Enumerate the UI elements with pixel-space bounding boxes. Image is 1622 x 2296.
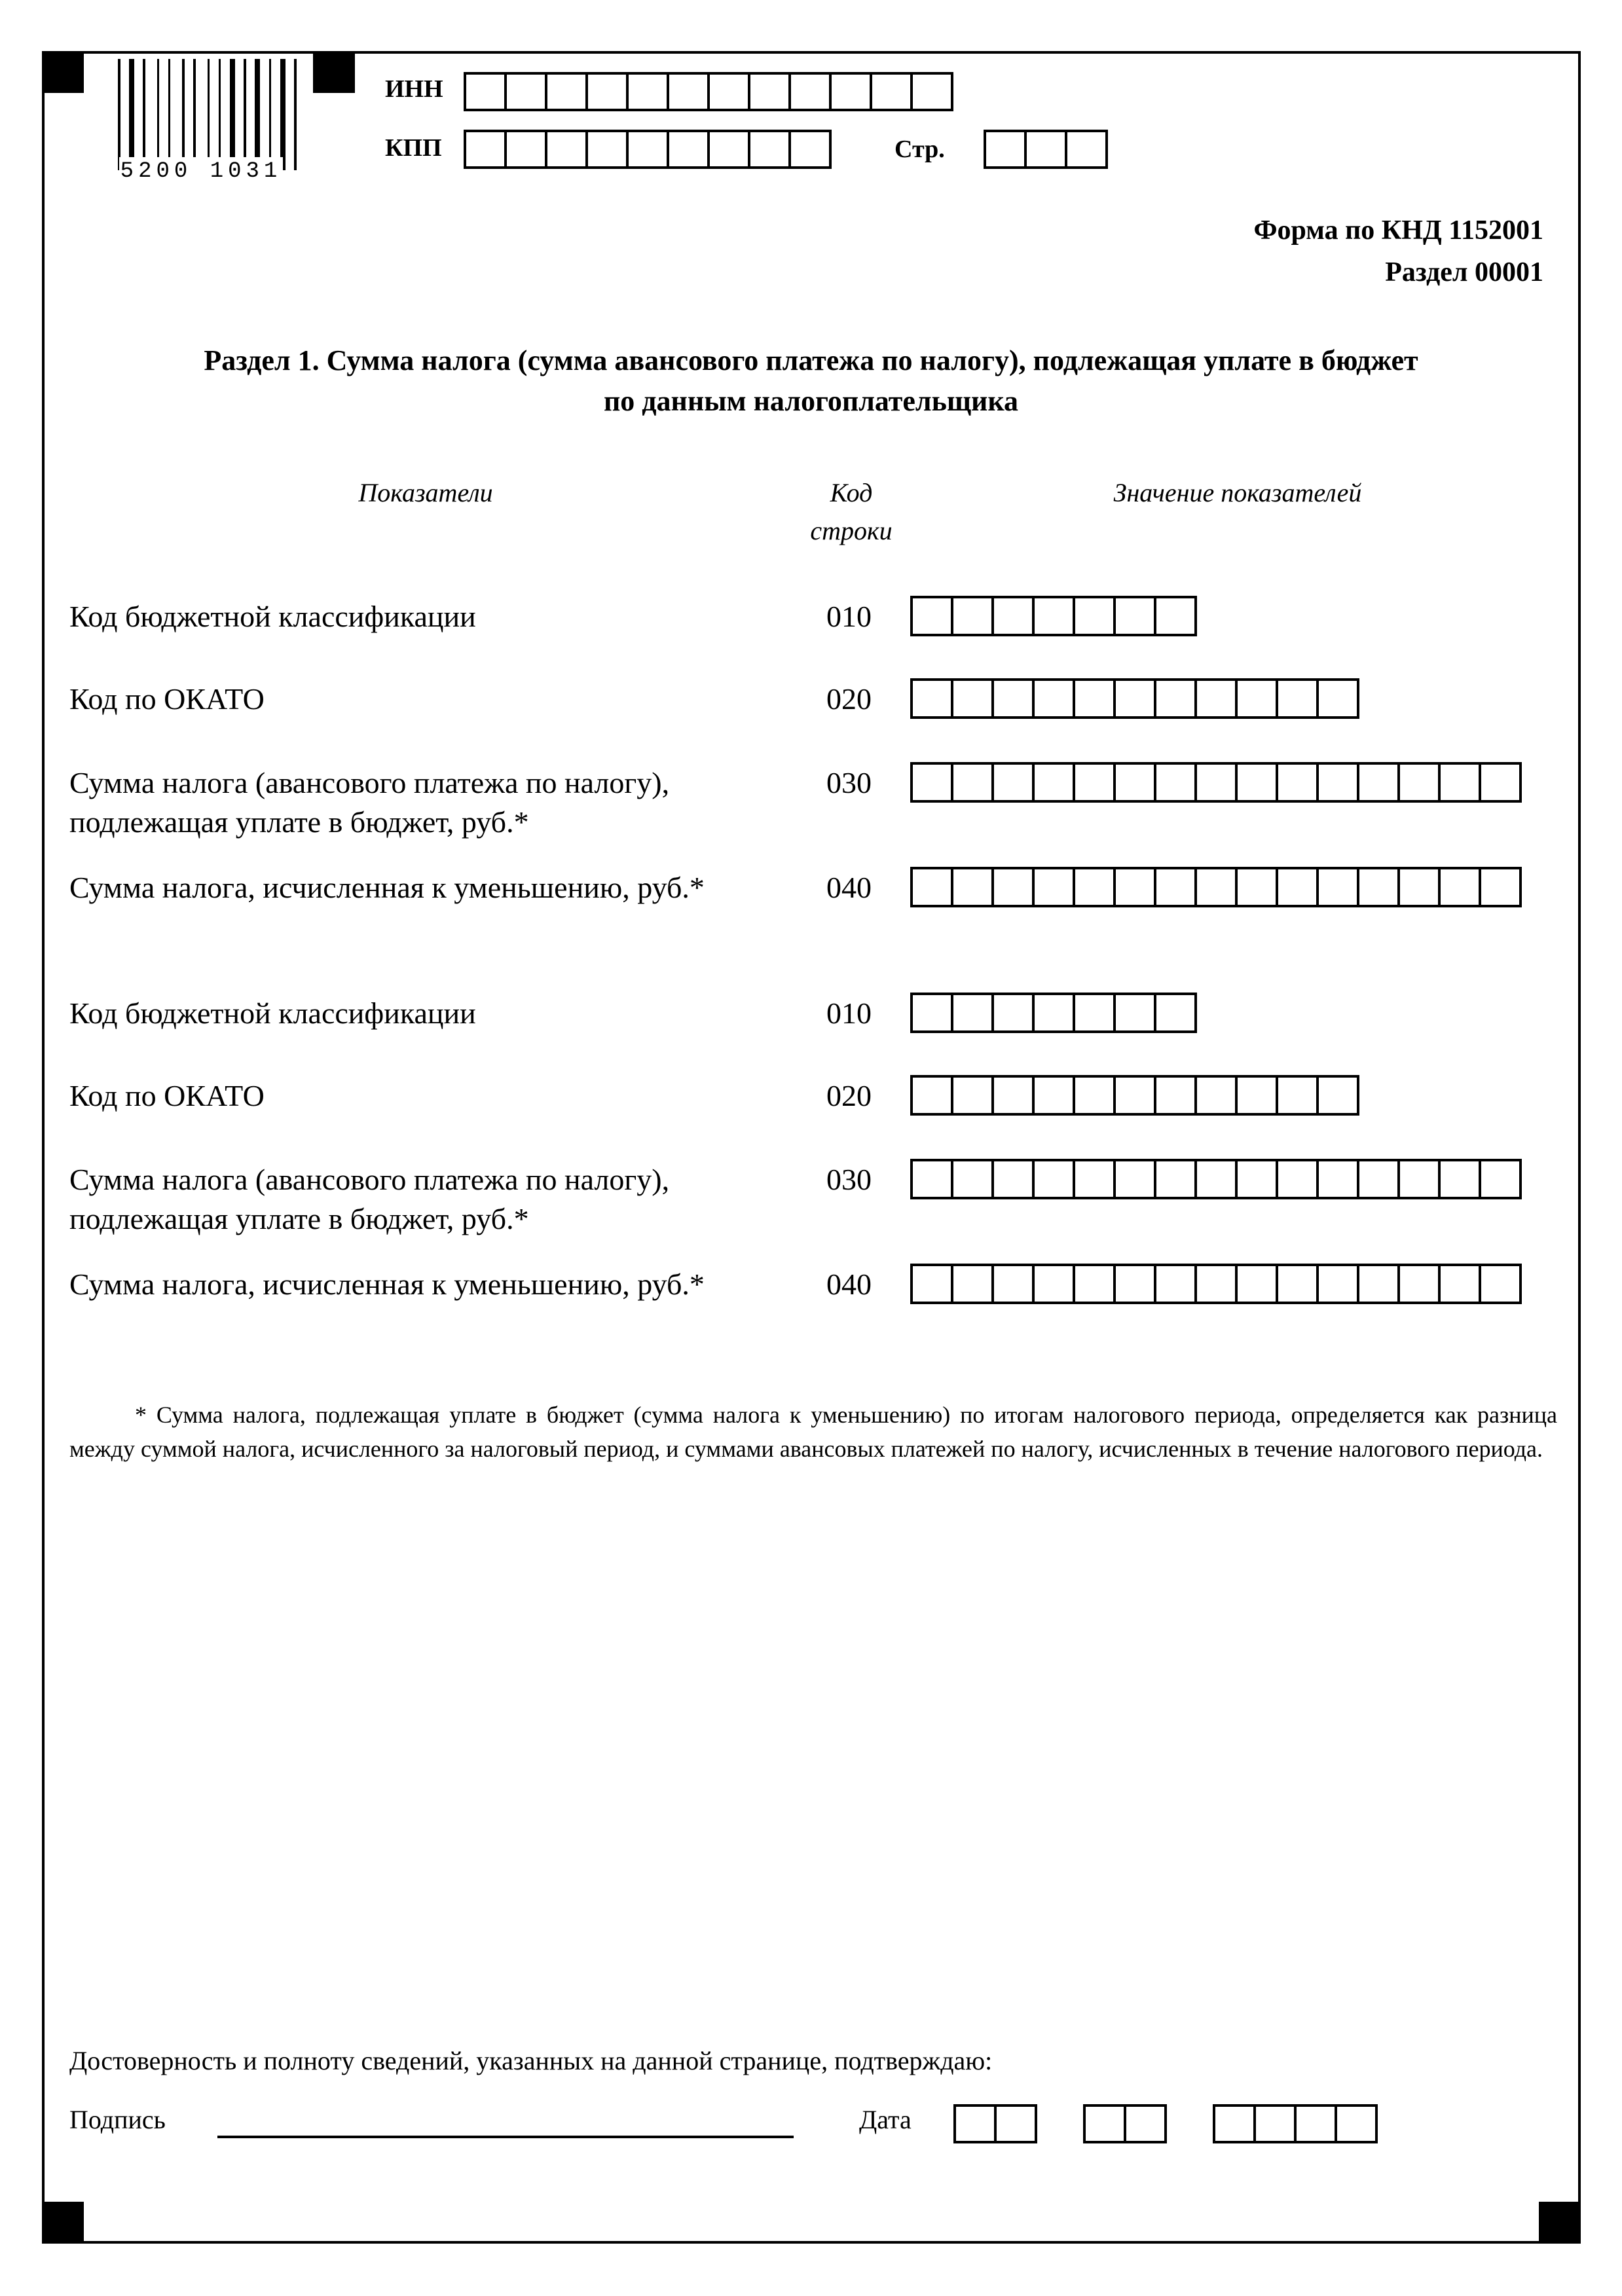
barcode-bar (208, 59, 210, 170)
barcode-bar (244, 59, 246, 170)
col-header-code: Код строки (810, 478, 893, 545)
row-code: 020 (826, 1079, 872, 1112)
row-label-okato: Код по ОКАТО (69, 682, 265, 716)
tax-payable-field[interactable] (910, 762, 1522, 803)
corner-marker-top-right (313, 51, 355, 93)
tax-payable-field[interactable] (910, 1159, 1522, 1199)
barcode-bar (230, 59, 235, 170)
barcode-bar (280, 59, 286, 170)
kbk-field[interactable] (910, 993, 1197, 1033)
inn-field[interactable] (464, 72, 953, 111)
date-label: Дата (859, 2105, 912, 2134)
col-header-indicators: Показатели (358, 478, 493, 507)
page-number-field[interactable] (984, 130, 1108, 169)
corner-marker-bottom-right (1539, 2202, 1581, 2244)
tax-reduction-field[interactable] (910, 867, 1522, 907)
corner-marker-bottom-left (42, 2202, 84, 2244)
signature-line[interactable] (217, 2136, 794, 2138)
barcode-bar (168, 59, 170, 170)
inn-label: ИНН (385, 75, 443, 103)
barcode-bar (157, 59, 159, 170)
row-code: 040 (826, 871, 872, 904)
barcode-bar (193, 59, 196, 170)
row-code: 030 (826, 766, 872, 799)
section-title-line2: по данным налогоплательщика (603, 385, 1019, 417)
col-header-values: Значение показателей (1113, 478, 1362, 507)
date-year-field[interactable] (1213, 2104, 1378, 2143)
barcode-bar (269, 59, 271, 170)
corner-marker-top-left (42, 51, 84, 93)
row-code: 040 (826, 1267, 872, 1301)
barcode-bar (219, 59, 221, 170)
kpp-label: КПП (385, 134, 442, 162)
row-code: 030 (826, 1163, 872, 1196)
barcode-bar (143, 59, 145, 170)
kpp-field[interactable] (464, 130, 832, 169)
footnote: * Сумма налога, подлежащая уплате в бюджет (сумма налога к уменьшению) по итогам налогового периода, определяется как разница между суммой налога, исчисленного за налоговый период, и суммами авансовых платежей по налогу, исчисленных в течение налогового периода. (69, 1402, 1557, 1462)
row-label-tax-payable: Сумма налога (авансового платежа по налогу), подлежащая уплате в бюджет, руб.* (69, 1163, 670, 1235)
tax-reduction-field[interactable] (910, 1264, 1522, 1304)
page-label: Стр. (894, 136, 945, 163)
row-label-tax-payable: Сумма налога (авансового платежа по налогу), подлежащая уплате в бюджет, руб.* (69, 766, 670, 839)
section-title-line1: Раздел 1. Сумма налога (сумма авансового платежа по налогу), подлежащая уплате в бюджет (204, 344, 1418, 376)
form-knd: Форма по КНД 1152001 (1253, 215, 1543, 246)
barcode-bar (182, 59, 185, 170)
barcode-bar (118, 59, 120, 170)
signature-label: Подпись (69, 2105, 166, 2134)
row-label-kbk: Код бюджетной классификации (69, 996, 476, 1030)
kbk-field[interactable] (910, 596, 1197, 636)
date-day-field[interactable] (953, 2104, 1037, 2143)
confirmation-text: Достоверность и полноту сведений, указанных на данной странице, подтверждаю: (69, 2046, 993, 2075)
section-title (0, 340, 1622, 422)
form-identifier (1253, 210, 1543, 293)
barcode-bar (255, 59, 260, 170)
date-month-field[interactable] (1083, 2104, 1167, 2143)
form-section: Раздел 00001 (1385, 257, 1543, 287)
barcode-digits: 5200 1031 (119, 157, 283, 186)
row-code: 010 (826, 600, 872, 633)
row-code: 020 (826, 682, 872, 716)
barcode (118, 59, 288, 190)
barcode-bar (294, 59, 297, 170)
row-label-tax-reduction: Сумма налога, исчисленная к уменьшению, руб.* (69, 871, 705, 904)
okato-field[interactable] (910, 678, 1359, 719)
row-code: 010 (826, 996, 872, 1030)
row-label-kbk: Код бюджетной классификации (69, 600, 476, 633)
row-label-tax-reduction: Сумма налога, исчисленная к уменьшению, руб.* (69, 1267, 705, 1301)
okato-field[interactable] (910, 1075, 1359, 1116)
barcode-bar (129, 59, 134, 170)
row-label-okato: Код по ОКАТО (69, 1079, 265, 1112)
